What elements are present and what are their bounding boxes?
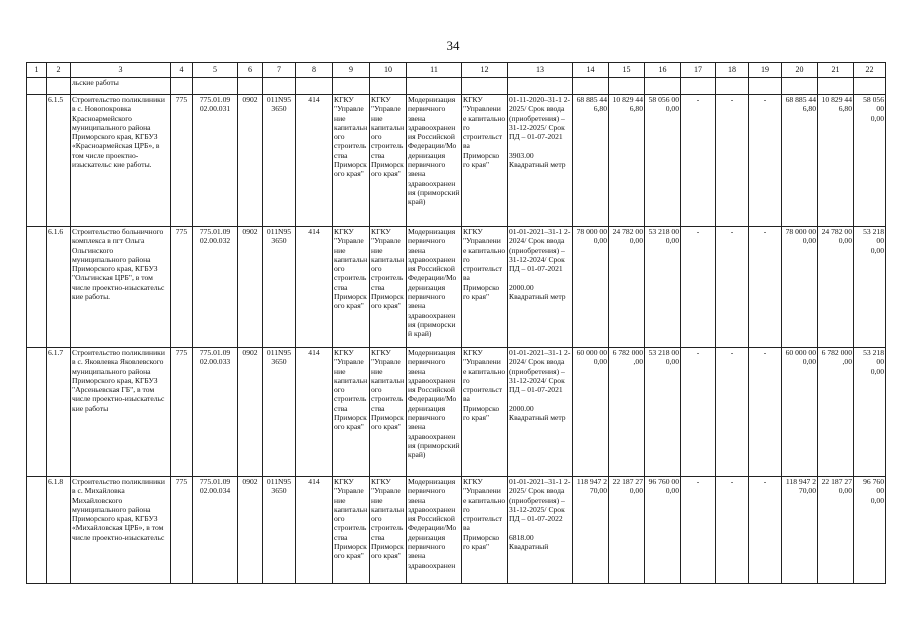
table-cell-col-19: - [749, 227, 782, 348]
column-header: 11 [407, 63, 462, 78]
table-cell-col-21: 22 187 27 0,00 [818, 477, 854, 584]
table-cell-col-20: 78 000 00 0,00 [782, 227, 818, 348]
table-cell-col-22: 53 218 00 0,00 [854, 227, 886, 348]
table-cell-col-17: - [681, 95, 716, 227]
table-cell-col-11: Модернизация первичного звена здравоохранен ия Российской Федерации/Мо дернизация первичного звена здравоохранен [407, 477, 462, 584]
table-cell-col-11: Модернизация первичного звена здравоохранен ия Российской Федерации/Мо дернизация первичного звена здравоохранен ия (приморски й край) [407, 227, 462, 348]
column-header: 14 [573, 63, 609, 78]
table-cell-col-13: 01-01-2021–31-1 2-2024/ Срок ввода (приобретения) – 31-12-2024/ Срок ПД – 01-07-2021 2000.00 Квадратный метр [508, 227, 573, 348]
table-cell-col-4: 775 [171, 477, 193, 584]
table-cell-col-6: 0902 [238, 477, 263, 584]
column-header: 12 [462, 63, 508, 78]
table-cell-col-9: КГКУ "Управле ние капитальн ого строитель ства Приморск ого края" [333, 348, 370, 477]
table-cell-col-12: КГКУ "Управлени е капитально го строительст ва Приморско го края" [462, 95, 508, 227]
column-header: 21 [818, 63, 854, 78]
column-number-header-row [27, 63, 886, 78]
continuation-text: льские работы [71, 78, 171, 95]
table-cell-col-16: 53 218 00 0,00 [645, 348, 681, 477]
table-cell-col-9: КГКУ "Управле ние капитальн ого строитель ства Приморск ого края" [333, 227, 370, 348]
table-cell-col-9: КГКУ "Управле ние капитальн ого строитель ства Приморск ого края" [333, 95, 370, 227]
table-cell-col-7: 011N95 3650 [263, 477, 296, 584]
table-row [27, 95, 886, 227]
table-cell-col-19: - [749, 348, 782, 477]
table-cell-col-13: 01-11-2020–31-1 2-2025/ Срок ввода (приобретения) – 31-12-2025/ Срок ПД – 01-07-2021 3903.00 Квадратный метр [508, 95, 573, 227]
table-cell-col-20: 60 000 00 0,00 [782, 348, 818, 477]
table-cell-col-8: 414 [296, 348, 333, 477]
table-cell-col-5: 775.01.09 02.00.032 [193, 227, 238, 348]
table-cell-col-19: - [749, 477, 782, 584]
table-cell-col-20: 68 885 44 6,80 [782, 95, 818, 227]
table-cell-col-17: - [681, 348, 716, 477]
table-cell-col-17: - [681, 227, 716, 348]
table-cell-col-1 [27, 477, 47, 584]
table-cell-col-8: 414 [296, 227, 333, 348]
column-header: 5 [193, 63, 238, 78]
table-cell-col-2: 6.1.8 [47, 477, 71, 584]
budget-table [26, 62, 886, 584]
table-cell-col-22: 96 760 00 0,00 [854, 477, 886, 584]
table-cell-col-11: Модернизация первичного звена здравоохранен ия Российской Федерации/Мо дернизация первичного звена здравоохранен ия (приморский край) [407, 348, 462, 477]
table-cell-col-22: 58 056 00 0,00 [854, 95, 886, 227]
column-header: 4 [171, 63, 193, 78]
table-cell-col-10: КГКУ "Управле ние капитальн ого строитель ства Приморск ого края" [370, 477, 407, 584]
column-header: 13 [508, 63, 573, 78]
column-header: 2 [47, 63, 71, 78]
table-cell-col-5: 775.01.09 02.00.033 [193, 348, 238, 477]
table-cell-col-12: КГКУ "Управлени е капитально го строительст ва Приморско го края" [462, 227, 508, 348]
table-cell-col-10: КГКУ "Управле ние капитальн ого строитель ства Приморск ого края" [370, 95, 407, 227]
table-cell-col-10: КГКУ "Управле ние капитальн ого строитель ства Приморск ого края" [370, 227, 407, 348]
table-cell-col-2: 6.1.7 [47, 348, 71, 477]
column-header: 22 [854, 63, 886, 78]
column-header: 15 [609, 63, 645, 78]
table-cell-col-4: 775 [171, 227, 193, 348]
table-cell-col-5: 775.01.09 02.00.031 [193, 95, 238, 227]
table-cell-col-2: 6.1.6 [47, 227, 71, 348]
table-cell-col-4: 775 [171, 95, 193, 227]
table-cell-col-15: 6 782 000 ,00 [609, 348, 645, 477]
column-header: 20 [782, 63, 818, 78]
column-header: 8 [296, 63, 333, 78]
table-cell-col-1 [27, 227, 47, 348]
column-header: 9 [333, 63, 370, 78]
column-header: 6 [238, 63, 263, 78]
column-header: 3 [71, 63, 171, 78]
table-cell-col-14: 68 885 44 6,80 [573, 95, 609, 227]
table-cell-col-14: 118 947 2 70,00 [573, 477, 609, 584]
table-cell-col-21: 24 782 00 0,00 [818, 227, 854, 348]
table-cell-col-13: 01-01-2021–31-1 2-2025/ Срок ввода (приобретения) – 31-12-2025/ Срок ПД – 01-07-2022 6818.00 Квадратный [508, 477, 573, 584]
table-cell-col-3: Строительство поликлиники в с. Михайловка Михайловского муниципального района Приморского края, КГБУЗ «Михайловская ЦРБ», в том числе проектно-изыскательс [71, 477, 171, 584]
table-cell-col-7: 011N95 3650 [263, 95, 296, 227]
table-cell-col-18: - [716, 348, 749, 477]
table-cell-col-16: 58 056 00 0,00 [645, 95, 681, 227]
table-cell-col-12: КГКУ "Управлени е капитально го строительст ва Приморско го края" [462, 348, 508, 477]
table-cell-col-12: КГКУ "Управлени е капитально го строительст ва Приморско го края" [462, 477, 508, 584]
table-cell-col-17: - [681, 477, 716, 584]
table-cell-col-16: 96 760 00 0,00 [645, 477, 681, 584]
table-cell-col-10: КГКУ "Управле ние капитальн ого строитель ства Приморск ого края" [370, 348, 407, 477]
table-row [27, 477, 886, 584]
table-cell-col-15: 10 829 44 6,80 [609, 95, 645, 227]
table-cell-col-8: 414 [296, 95, 333, 227]
table-cell-col-5: 775.01.09 02.00.034 [193, 477, 238, 584]
table-cell-col-1 [27, 348, 47, 477]
table-cell-col-1 [27, 95, 47, 227]
column-header: 19 [749, 63, 782, 78]
column-header: 7 [263, 63, 296, 78]
table-cell-col-13: 01-01-2021–31-1 2-2024/ Срок ввода (приобретения) – 31-12-2024/ Срок ПД – 01-07-2021 2000.00 Квадратный метр [508, 348, 573, 477]
table-cell-col-8: 414 [296, 477, 333, 584]
table-cell-col-14: 60 000 00 0,00 [573, 348, 609, 477]
column-header: 16 [645, 63, 681, 78]
column-header: 1 [27, 63, 47, 78]
table-cell-col-3: Строительство больничного комплекса в пгт Ольга Ольгинского муниципального района Приморского края, КГБУЗ "Ольгинская ЦРБ", в том числе проектно-изыскательс кие работы. [71, 227, 171, 348]
table-cell-col-11: Модернизация первичного звена здравоохранен ия Российской Федерации/Мо дернизация первичного звена здравоохранен ия (приморский край) [407, 95, 462, 227]
table-cell-col-9: КГКУ "Управле ние капитальн ого строитель ства Приморск ого края" [333, 477, 370, 584]
column-header: 18 [716, 63, 749, 78]
column-header: 17 [681, 63, 716, 78]
table-cell-col-7: 011N95 3650 [263, 348, 296, 477]
continuation-row [27, 78, 886, 95]
table-cell-col-6: 0902 [238, 348, 263, 477]
table-cell-col-3: Строительство поликлиники в с. Яковлевка Яковлевского муниципального района Приморского края, КГБУЗ "Арсеньевская ГБ", в том числе проектно-изыскательс кие работы [71, 348, 171, 477]
table-cell-col-14: 78 000 00 0,00 [573, 227, 609, 348]
column-header: 10 [370, 63, 407, 78]
table-cell-col-15: 22 187 27 0,00 [609, 477, 645, 584]
table-row [27, 348, 886, 477]
table-cell-col-18: - [716, 227, 749, 348]
table-cell-col-2: 6.1.5 [47, 95, 71, 227]
table-cell-col-6: 0902 [238, 227, 263, 348]
table-cell-col-20: 118 947 2 70,00 [782, 477, 818, 584]
table-cell-col-6: 0902 [238, 95, 263, 227]
table-cell-col-22: 53 218 00 0,00 [854, 348, 886, 477]
table-cell-col-21: 10 829 44 6,80 [818, 95, 854, 227]
table-cell-col-19: - [749, 95, 782, 227]
table-cell-col-16: 53 218 00 0,00 [645, 227, 681, 348]
table-cell-col-15: 24 782 00 0,00 [609, 227, 645, 348]
page-number: 34 [446, 38, 460, 53]
table-cell-col-18: - [716, 95, 749, 227]
table-cell-col-4: 775 [171, 348, 193, 477]
table-cell-col-3: Строительство поликлиники в с. Новопокровка Красноармейского муниципального района Приморского края, КГБУЗ «Красноармейская ЦРБ», в том числе проектно-изыскательс кие работы. [71, 95, 171, 227]
table-cell-col-21: 6 782 000 ,00 [818, 348, 854, 477]
table-cell-col-7: 011N95 3650 [263, 227, 296, 348]
table-cell-col-18: - [716, 477, 749, 584]
table-row [27, 227, 886, 348]
